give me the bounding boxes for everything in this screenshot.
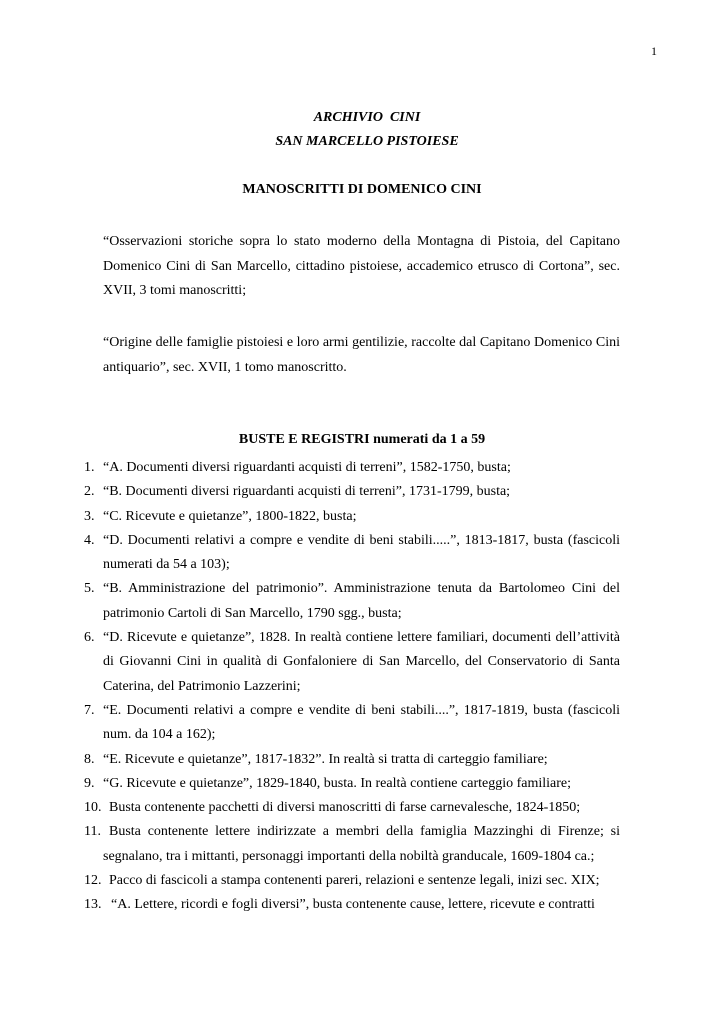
item-text: “C. Ricevute e quietanze”, 1800-1822, busta; — [103, 508, 357, 524]
item-text: “D. Ricevute e quietanze”, 1828. In realtà contiene lettere familiari, documenti dell’attività di Giovanni Cini in qualità di Gonfaloniere di San Marcello, del Conservatorio di Santa Caterina, del Patrimonio Lazzerini; — [103, 630, 620, 694]
item-number: 9. — [84, 775, 95, 791]
item-number: 11. — [84, 824, 101, 840]
buste-title-bold: BUSTE E REGISTRI — [238, 432, 370, 447]
list-item — [0, 772, 724, 796]
buste-list — [0, 456, 724, 918]
page-number: 1 — [651, 44, 657, 58]
item-number: 6. — [84, 630, 95, 646]
item-number: 5. — [84, 581, 95, 597]
section-title-buste — [0, 432, 724, 448]
list-item — [0, 626, 724, 699]
item-text: “E. Ricevute e quietanze”, 1817-1832”. In realtà si tratta di carteggio familiare; — [103, 751, 548, 767]
item-number: 8. — [84, 751, 95, 767]
item-text: Busta contenente lettere indirizzate a membri della famiglia Mazzinghi di Firenze; si segnalano, tra i mittanti, personaggi importanti della nobiltà granducale, 1609-1804 ca.; — [103, 824, 620, 864]
item-text: “D. Documenti relativi a compre e vendite di beni stabili.....”, 1813-1817, busta (fascicoli numerati da 54 a 103); — [103, 532, 620, 573]
item-number: 3. — [84, 508, 95, 524]
list-item — [0, 529, 724, 578]
list-item — [0, 796, 724, 820]
item-number: 13. — [84, 897, 102, 913]
list-item — [0, 748, 724, 772]
archive-location: SAN MARCELLO PISTOIESE — [275, 134, 459, 149]
manuscript-entry-1: “Osservazioni storiche sopra lo stato moderno della Montagna di Pistoia, del Capitano Domenico Cini di San Marcello, cittadino pistoiese, accademico etrusco di Cortona”, sec. XVII, 3 tomi manoscritti; — [103, 234, 620, 298]
item-number: 2. — [84, 484, 95, 500]
item-number: 4. — [84, 532, 95, 548]
list-item — [0, 456, 724, 480]
list-item — [0, 869, 724, 893]
list-item — [0, 480, 724, 504]
list-item — [0, 505, 724, 529]
section-title-manuscripts: MANOSCRITTI DI DOMENICO CINI — [242, 182, 482, 197]
item-text: “A. Documenti diversi riguardanti acquisti di terreni”, 1582-1750, busta; — [103, 460, 511, 475]
manuscript-entry-2: “Origine delle famiglie pistoiesi e loro armi gentilizie, raccolte dal Capitano Domenico Cini antiquario”, sec. XVII, 1 tomo manoscritto. — [103, 335, 620, 375]
list-item — [0, 893, 724, 917]
buste-title-rest: numerati da 1 a 59 — [369, 432, 486, 447]
item-number: 1. — [84, 460, 95, 475]
item-text: “B. Documenti diversi riguardanti acquisti di terreni”, 1731-1799, busta; — [103, 484, 511, 500]
item-number: 12. — [84, 873, 102, 889]
item-text: “A. Lettere, ricordi e fogli diversi”, busta contenente cause, lettere, ricevute e contratti — [111, 897, 595, 913]
list-item — [0, 577, 724, 626]
item-text: “G. Ricevute e quietanze”, 1829-1840, busta. In realtà contiene carteggio familiare; — [103, 775, 572, 791]
item-number: 10. — [84, 800, 102, 816]
list-item — [0, 820, 724, 869]
archive-title: ARCHIVIO CINI — [313, 110, 421, 125]
item-text: “B. Amministrazione del patrimonio”. Amministrazione tenuta da Bartolomeo Cini del patrimonio Cartoli di San Marcello, 1790 sgg., busta; — [103, 581, 620, 621]
item-number: 7. — [84, 702, 95, 718]
item-text: Pacco di fascicoli a stampa contenenti pareri, relazioni e sentenze legali, inizi sec. XIX; — [109, 873, 600, 889]
item-text: “E. Documenti relativi a compre e vendite di beni stabili....”, 1817-1819, busta (fascicoli num. da 104 a 162); — [103, 702, 620, 743]
list-item — [0, 699, 724, 748]
item-text: Busta contenente pacchetti di diversi manoscritti di farse carnevalesche, 1824-1850; — [109, 800, 581, 816]
